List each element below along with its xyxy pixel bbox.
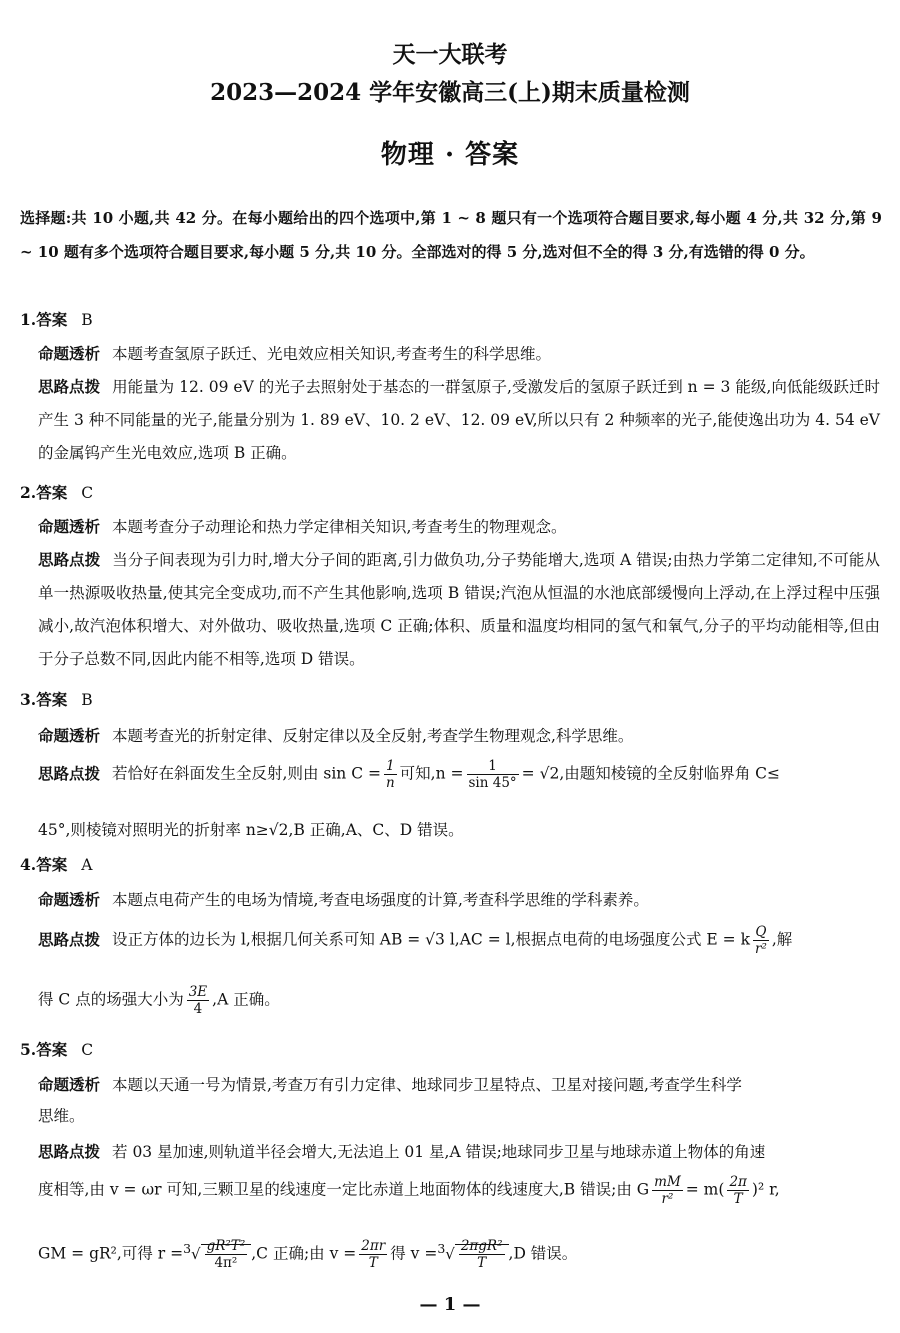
guide-label: 思路点拨 bbox=[38, 929, 101, 949]
intent-label: 命题透析 bbox=[38, 1075, 101, 1094]
q5-answer-value: C bbox=[81, 1041, 94, 1059]
q3-guide-line2: 45°,则棱镜对照明光的折射率 n≥√2,B 正确,A、C、D 错误。 bbox=[38, 821, 464, 839]
q5-guide-b2: = m( bbox=[685, 1180, 725, 1199]
q5-fraction-4: $\frac{2\pi r}{T}$ bbox=[361, 1238, 386, 1272]
answer-label: 答案 bbox=[36, 1040, 68, 1059]
q5-guide-c4: ,D 错误。 bbox=[508, 1244, 578, 1263]
answer-label: 答案 bbox=[36, 483, 68, 502]
q3-guide-b: 可知,n = bbox=[399, 764, 464, 783]
guide-label: 思路点拨 bbox=[38, 377, 101, 396]
q4-guide-b: ,解 bbox=[771, 930, 793, 949]
q5-guide-line1 bbox=[38, 1140, 880, 1162]
q2-guide bbox=[38, 543, 880, 676]
intro-paragraph: 选择题:共 10 小题,共 42 分。在每小题给出的四个选项中,第 1 ~ 8 题只有一个选项符合题目要求,每小题 4 分,共 32 分,第 9 ~ 10 题有多个选项符合题目要求,每小题 5 分,共 10 分。全部选对的得 5 分,选对但不全的得 3 分,有选错的得 0 分。 bbox=[20, 209, 882, 261]
q5-cube-root-2: $^3$√ $\frac{\text{2πgR²}}{T}$ bbox=[437, 1245, 508, 1263]
intent-label: 命题透析 bbox=[38, 726, 101, 745]
q5-guide-line2 bbox=[38, 1174, 780, 1207]
q3-guide-c: = √2,由题知棱镜的全反射临界角 C≤ bbox=[521, 764, 781, 783]
answer-label: 答案 bbox=[36, 855, 68, 874]
q5-guide-b: 度相等,由 v = ωr 可知,三颗卫星的线速度一定比赤道上地面物体的线速度大,B 错误;由 G bbox=[38, 1180, 650, 1199]
intent-label: 命题透析 bbox=[38, 890, 101, 909]
q5-guide-a: 若 03 星加速,则轨道半径会增大,无法追上 01 星,A 错误;地球同步卫星与地球赤道上物体的角速 bbox=[112, 1143, 766, 1161]
q2-answer-value: C bbox=[81, 484, 94, 502]
q3-fraction-2: $\frac{1}{\sin 45^\circ}$ bbox=[468, 758, 517, 792]
q5-intent-a: 本题以天通一号为情景,考查万有引力定律、地球同步卫星特点、卫星对接问题,考查学生科学 bbox=[112, 1076, 742, 1094]
q3-fraction-1: $\frac{1}{n}$ bbox=[385, 758, 395, 792]
q5-cube-root-1: $^3$√ $\frac{\text{gR²T²}}{\text{4π²}}$ bbox=[183, 1245, 251, 1263]
q3-intent-text: 本题考查光的折射定律、反射定律以及全反射,考查学生物理观念,科学思维。 bbox=[112, 727, 634, 745]
guide-label: 思路点拨 bbox=[38, 550, 101, 569]
q5-fraction-1: $\frac{mM}{\text{r²}}$ bbox=[654, 1174, 681, 1208]
q5-guide-b3: )² r, bbox=[751, 1180, 780, 1199]
q5-guide-c: GM = gR²,可得 r = bbox=[38, 1244, 184, 1263]
q4-guide-c: 得 C 点的场强大小为 bbox=[38, 990, 184, 1009]
q2-guide-text: 当分子间表现为引力时,增大分子间的距离,引力做负功,分子势能增大,选项 A 错误;由热力学第二定律知,不可能从单一热源吸收热量,使其完全变成功,而不产生其他影响,选项 B 错误;汽泡从恒温的水池底部缓慢向上浮动,在上浮过程中压强减小,故汽泡体积增大、对外做功、吸收热量,选项 C 正确;体积、质量和温度均相同的氢气和氧气,分子的平均动能相等,但由于分子总数不同,因此内能不相等,选项 D 错误。 bbox=[38, 551, 880, 668]
q1-number: 1. bbox=[20, 310, 37, 329]
page-number: — 1 — bbox=[419, 1294, 481, 1315]
q4-fraction-2: $\frac{3E}{4}$ bbox=[188, 984, 208, 1018]
q1-answer-line bbox=[20, 308, 93, 330]
q5-guide-c2: ,C 正确;由 v = bbox=[251, 1244, 357, 1263]
exam-title: 2023—2024 学年安徽高三(上)期末质量检测 bbox=[210, 79, 690, 106]
q2-intent-text: 本题考查分子动理论和热力学定律相关知识,考查考生的物理观念。 bbox=[112, 518, 567, 536]
q2-answer-line bbox=[20, 481, 93, 503]
q2-number: 2. bbox=[20, 483, 37, 502]
guide-label: 思路点拨 bbox=[38, 1142, 101, 1161]
q1-intent bbox=[38, 342, 880, 364]
q1-answer-value: B bbox=[81, 311, 93, 329]
q2-intent bbox=[38, 515, 880, 537]
q3-guide-line1 bbox=[38, 758, 880, 791]
q5-intent-line1 bbox=[38, 1073, 880, 1095]
q3-intent bbox=[38, 724, 880, 746]
intent-label: 命题透析 bbox=[38, 517, 101, 536]
q1-intent-text: 本题考查氢原子跃迁、光电效应相关知识,考查考生的科学思维。 bbox=[112, 345, 551, 363]
q5-fraction-2: $\frac{2\pi}{T}$ bbox=[729, 1174, 747, 1208]
q4-guide-a: 设正方体的边长为 l,根据几何关系可知 AB = √3 l,AC = l,根据点电荷的电场强度公式 E = k bbox=[112, 930, 750, 949]
q4-answer-line bbox=[20, 853, 92, 875]
q3-guide-a: 若恰好在斜面发生全反射,则由 sin C = bbox=[112, 764, 381, 783]
q5-answer-line bbox=[20, 1038, 93, 1060]
q4-number: 4. bbox=[20, 855, 37, 874]
org-title: 天一大联考 bbox=[392, 41, 508, 68]
q4-guide-line1 bbox=[38, 924, 880, 957]
q1-guide-text: 用能量为 12. 09 eV 的光子去照射处于基态的一群氢原子,受激发后的氢原子跃迁到 n = 3 能级,向低能级跃迁时产生 3 种不同能量的光子,能量分别为 1. 89 eV、10. 2 eV、12. 09 eV,所以只有 2 种频率的光子,能使逸出功为 4. 54 eV 的金属钨产生光电效应,选项 B 正确。 bbox=[38, 378, 880, 462]
q4-answer-value: A bbox=[81, 856, 93, 874]
subject-title: 物理 · 答案 bbox=[380, 140, 520, 170]
q3-number: 3. bbox=[20, 690, 37, 709]
q1-guide bbox=[38, 370, 880, 470]
answer-label: 答案 bbox=[36, 690, 68, 709]
answer-label: 答案 bbox=[36, 310, 68, 329]
q4-fraction-1: $\frac{Q}{\text{r²}}$ bbox=[755, 924, 767, 958]
q3-answer-line bbox=[20, 688, 93, 710]
intent-label: 命题透析 bbox=[38, 344, 101, 363]
q4-intent bbox=[38, 888, 880, 910]
q3-answer-value: B bbox=[81, 691, 93, 709]
q4-intent-text: 本题点电荷产生的电场为情境,考查电场强度的计算,考查科学思维的学科素养。 bbox=[112, 891, 649, 909]
q4-guide-d: ,A 正确。 bbox=[212, 990, 280, 1009]
q4-guide-line2 bbox=[38, 984, 280, 1017]
q5-intent-line2: 思维。 bbox=[38, 1107, 85, 1125]
q5-guide-line3 bbox=[38, 1238, 577, 1271]
q5-number: 5. bbox=[20, 1040, 37, 1059]
q5-guide-c3: 得 v = bbox=[390, 1244, 438, 1263]
guide-label: 思路点拨 bbox=[38, 763, 101, 783]
